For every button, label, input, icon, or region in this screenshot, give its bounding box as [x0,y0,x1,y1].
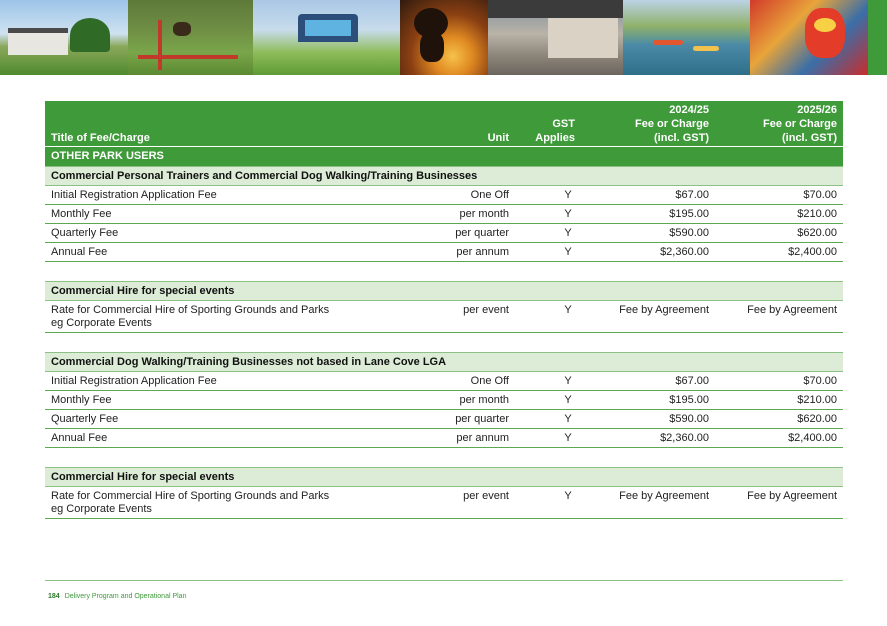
fee-gst: Y [564,189,572,201]
fee-2526: $2,400.00 [788,246,837,258]
header-fee-2425-gst: (incl. GST) [654,132,709,144]
fee-unit: One Off [470,375,509,387]
fee-unit: per month [459,208,509,220]
page-number: 184 [48,593,60,600]
fee-title: Annual Fee [51,246,108,258]
table-row [45,429,843,448]
banner-photo-street-scene [488,0,623,75]
fee-unit: per quarter [455,227,509,239]
header-unit: Unit [487,132,509,144]
header-fee-2425-year: 2024/25 [669,104,709,116]
fee-2425: Fee by Agreement [619,304,709,316]
table-row [45,301,843,333]
fee-2526: $210.00 [797,208,837,220]
fee-2425: $590.00 [669,413,709,425]
fees-table [45,101,843,519]
fee-title: Initial Registration Application Fee [51,375,217,387]
fee-gst: Y [564,208,572,220]
fee-2526: $2,400.00 [788,432,837,444]
banner-photo-park-building [0,0,128,75]
section-heading: Commercial Personal Trainers and Commercial Dog Walking/Training Businesses [45,166,843,186]
fee-title: Rate for Commercial Hire of Sporting Grounds and Parks [51,490,330,502]
fee-gst: Y [564,432,572,444]
document-title: Delivery Program and Operational Plan [64,593,187,600]
banner-photo-lion-dance-festival [750,0,868,75]
section-heading: Commercial Dog Walking/Training Businesses not based in Lane Cove LGA [45,352,843,372]
fee-title: Initial Registration Application Fee [51,189,217,201]
fee-2526: $620.00 [797,227,837,239]
fee-unit: per annum [456,246,509,258]
table-row [45,487,843,519]
fee-2425: $2,360.00 [660,432,709,444]
fee-2526: $70.00 [803,189,837,201]
fee-title: Rate for Commercial Hire of Sporting Grounds and Parks [51,304,330,316]
fee-2425: $2,360.00 [660,246,709,258]
fee-gst: Y [564,227,572,239]
fee-2425: $67.00 [675,189,709,201]
fee-subtitle: eg Corporate Events [51,503,152,515]
fee-title: Quarterly Fee [51,413,119,425]
photo-banner [0,0,887,75]
fee-unit: One Off [470,189,509,201]
fee-2526: $620.00 [797,413,837,425]
fee-gst: Y [564,246,572,258]
table-row [45,391,843,410]
section-heading: Commercial Hire for special events [45,281,843,301]
table-row [45,410,843,429]
section-spacer [45,333,843,352]
fee-2425: $195.00 [669,394,709,406]
header-gst-line2: Applies [535,132,575,144]
fee-gst: Y [564,375,572,387]
fee-title: Annual Fee [51,432,108,444]
fee-2526: $70.00 [803,375,837,387]
table-row [45,224,843,243]
header-gst-line1: GST [552,118,575,130]
table-row [45,186,843,205]
fee-unit: per annum [456,432,509,444]
category-heading: OTHER PARK USERS [45,146,843,166]
fee-2526: Fee by Agreement [747,490,837,502]
fee-gst: Y [564,413,572,425]
fee-unit: per quarter [455,413,509,425]
fee-title: Monthly Fee [51,208,112,220]
banner-photo-kookaburra-sunset [400,0,488,75]
fee-gst: Y [564,394,572,406]
fee-title: Quarterly Fee [51,227,119,239]
fee-2425: $67.00 [675,375,709,387]
section-spacer [45,448,843,467]
fee-gst: Y [564,490,572,502]
fee-2425: $590.00 [669,227,709,239]
fee-unit: per event [463,490,509,502]
fee-unit: per month [459,394,509,406]
fee-unit: per event [463,304,509,316]
fee-2526: $210.00 [797,394,837,406]
fee-2425: $195.00 [669,208,709,220]
banner-photo-dog-agility [128,0,253,75]
fee-2526: Fee by Agreement [747,304,837,316]
fee-subtitle: eg Corporate Events [51,317,152,329]
header-fee-2425-label: Fee or Charge [635,118,709,130]
table-row [45,372,843,391]
header-fee-2526-year: 2025/26 [797,104,837,116]
section-heading: Commercial Hire for special events [45,467,843,487]
header-fee-2526-gst: (incl. GST) [782,132,837,144]
fee-gst: Y [564,304,572,316]
footer-divider [45,580,843,581]
banner-green-edge [868,0,887,75]
banner-photo-river-kayaks [623,0,750,75]
page-footer [48,593,186,600]
fee-title: Monthly Fee [51,394,112,406]
header-title-of-fee: Title of Fee/Charge [51,132,150,144]
table-row [45,243,843,262]
section-spacer [45,262,843,281]
banner-photo-outdoor-fitness [253,0,400,75]
table-header [45,101,843,146]
table-row [45,205,843,224]
fee-2425: Fee by Agreement [619,490,709,502]
header-fee-2526-label: Fee or Charge [763,118,837,130]
